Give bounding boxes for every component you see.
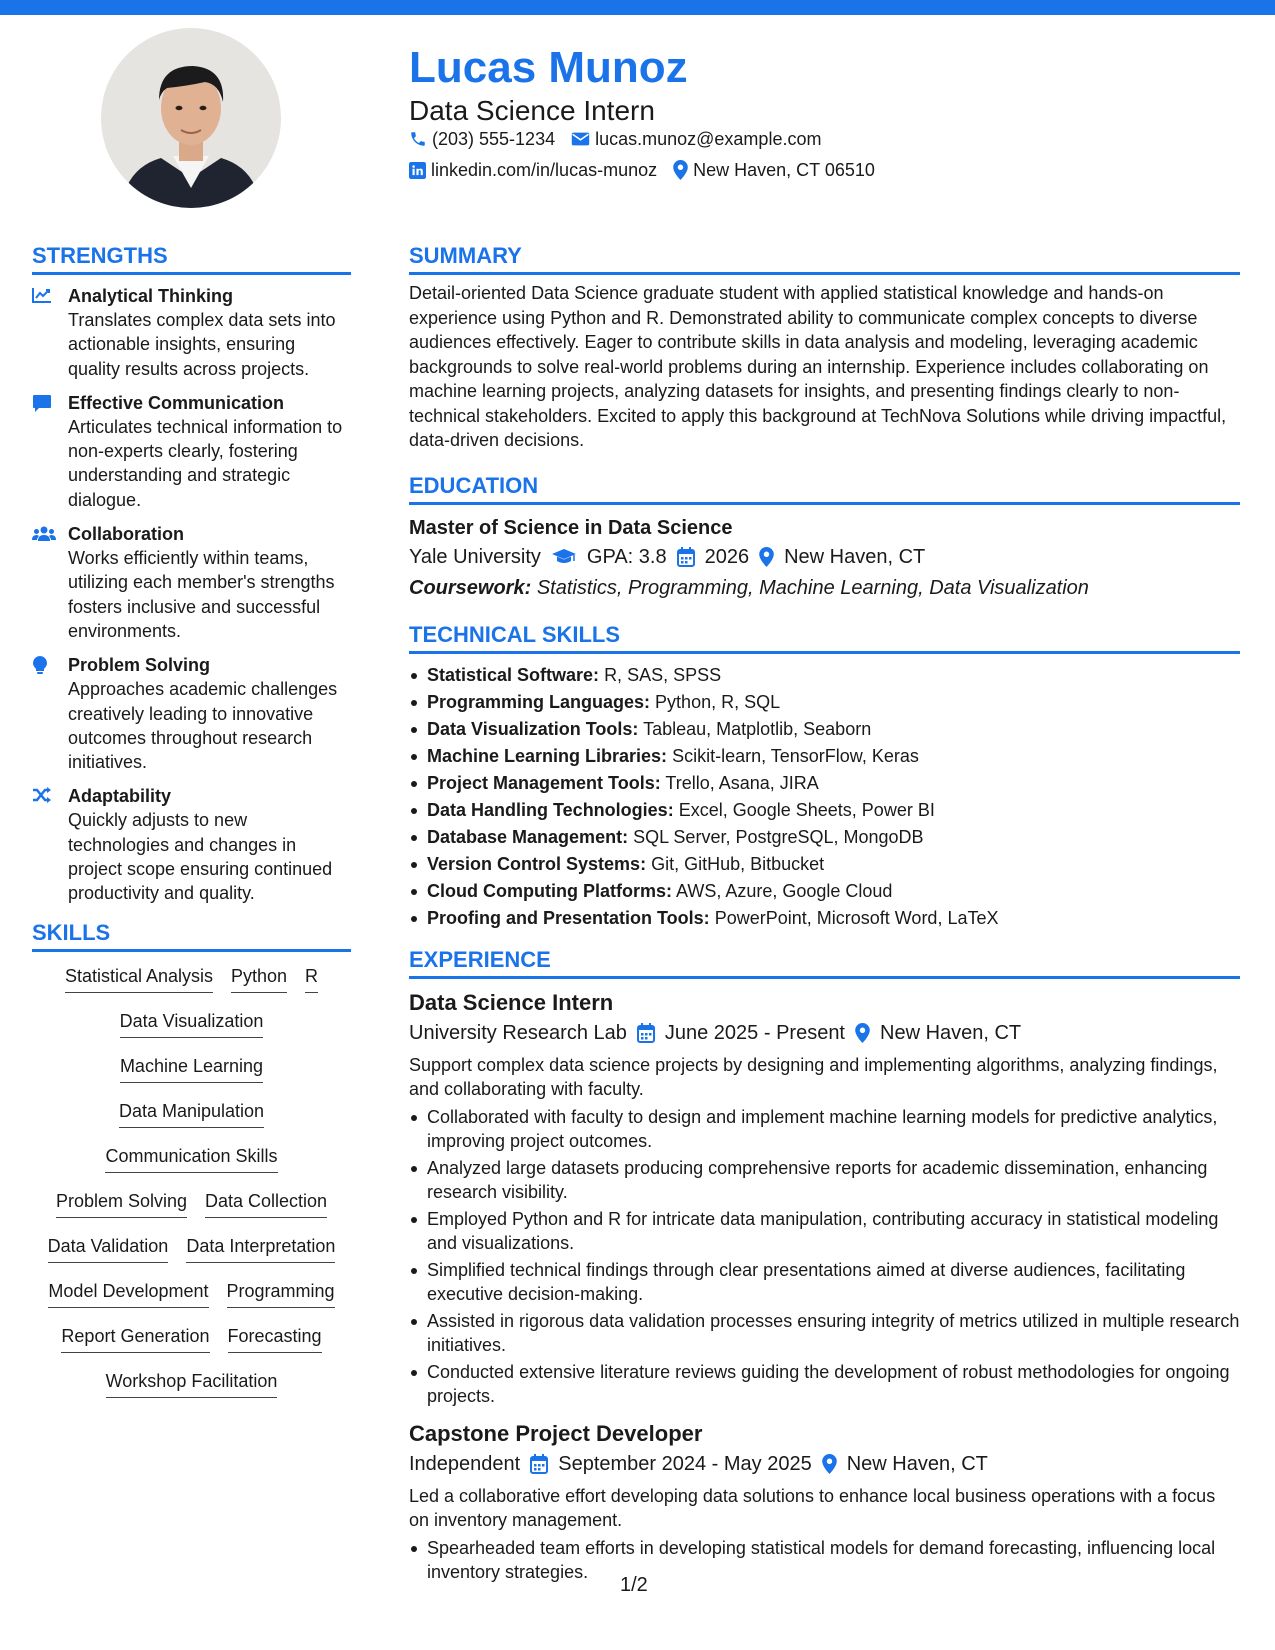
strength-desc: Quickly adjusts to new technologies and changes in project scope ensuring continued productivity and quality.	[68, 810, 333, 904]
right-column	[409, 242, 1240, 1587]
job-dates: June 2025 - Present	[664, 1021, 845, 1044]
school-name: Yale University	[409, 545, 541, 568]
skill-row	[32, 1054, 351, 1099]
skill-row	[32, 1189, 351, 1234]
skill-row	[32, 1144, 351, 1189]
strength-desc: Articulates technical information to non-experts clearly, fostering understanding and strategic dialogue.	[68, 416, 343, 510]
summary-text: Detail-oriented Data Science graduate student with applied statistical knowledge and hands-on experience using Python and R. Demonstrated ability to communicate complex concepts to diverse audiences effectively. Eager to contribute skills in data analysis and modeling, leveraging academic backgrounds to solve real-world problems during an internship. Experience includes collaborating on machine learning projects, analyzing datasets for insights, and presenting findings clearly to non-technical stakeholders. Excited to apply this background at TechNova Solutions while driving impactful, data-driven decisions.	[409, 283, 1227, 450]
map-pin-icon	[673, 160, 688, 180]
skill-row	[32, 1279, 351, 1324]
tech-skill-value: R, SAS, SPSS	[604, 664, 722, 685]
contact-row-1	[409, 127, 821, 151]
coursework-list: Statistics, Programming, Machine Learning, Data Visualization	[536, 576, 1089, 599]
skill-tag: Data Interpretation	[186, 1234, 335, 1263]
strength-title: Problem Solving	[68, 655, 211, 676]
envelope-icon	[571, 131, 590, 147]
strength-title: Effective Communication	[68, 392, 285, 413]
tech-skill-value: Python, R, SQL	[655, 691, 781, 712]
skill-tag: Machine Learning	[120, 1054, 263, 1083]
skill-tag: Report Generation	[61, 1324, 209, 1353]
job-bullet: Simplified technical findings through clear presentations aimed at diverse audiences, facilitating executive decision-making.	[409, 1258, 1240, 1306]
skill-tag: Workshop Facilitation	[106, 1369, 278, 1398]
tech-skill-label: Project Management Tools:	[427, 772, 661, 793]
profile-photo	[101, 28, 281, 208]
strength-title: Analytical Thinking	[68, 286, 234, 306]
technical-skills-list	[409, 662, 1240, 932]
skill-row	[32, 964, 351, 1009]
users-icon	[32, 522, 54, 643]
skill-tag: Statistical Analysis	[65, 964, 213, 993]
tech-skill-label: Version Control Systems:	[427, 853, 647, 874]
left-column	[32, 242, 351, 1414]
tech-skill-item	[409, 770, 1240, 797]
job-location: New Haven, CT	[846, 1452, 988, 1475]
gpa-text: GPA: 3.8	[586, 545, 667, 568]
strength-title: Adaptability	[68, 786, 172, 807]
job-bullet: Collaborated with faculty to design and implement machine learning models for predictive analytics, improving project outcomes.	[409, 1105, 1240, 1153]
skill-row	[32, 1009, 351, 1054]
tech-skill-item	[409, 824, 1240, 851]
job-org: Independent	[409, 1452, 521, 1475]
chat-bubble-icon	[32, 391, 54, 512]
phone-icon	[409, 130, 427, 148]
education-location: New Haven, CT	[784, 545, 926, 568]
strength-desc: Works efficiently within teams, utilizing each member's strengths fosters inclusive and successful environments.	[68, 548, 335, 641]
job-bullets	[409, 1105, 1240, 1408]
skill-tag: Data Collection	[205, 1189, 327, 1218]
tech-skill-item	[409, 689, 1240, 716]
experience-section	[409, 946, 1240, 1584]
tech-skill-value: Trello, Asana, JIRA	[665, 772, 819, 793]
skill-tag: Programming	[227, 1279, 335, 1308]
degree-title: Master of Science in Data Science	[409, 516, 733, 539]
strength-item	[32, 391, 351, 512]
tech-skill-item	[409, 851, 1240, 878]
skill-row	[32, 1369, 351, 1414]
technical-skills-heading: TECHNICAL SKILLS	[409, 621, 1240, 654]
tech-skill-label: Proofing and Presentation Tools:	[427, 907, 710, 928]
strength-item	[32, 784, 351, 905]
shuffle-icon	[32, 784, 54, 905]
job-bullet: Employed Python and R for intricate data manipulation, contributing accuracy in statistical modeling and visualizations.	[409, 1207, 1240, 1255]
location-text: New Haven, CT 06510	[693, 160, 875, 180]
strengths-list	[32, 284, 351, 906]
tech-skill-item	[409, 743, 1240, 770]
job-description: Led a collaborative effort developing data solutions to enhance local business operations with a focus on inventory management.	[409, 1485, 1216, 1530]
linkedin-contact[interactable]	[409, 158, 657, 182]
job-bullets	[409, 1536, 1240, 1584]
lightbulb-icon	[32, 653, 54, 774]
job-bullet: Assisted in rigorous data validation processes ensuring integrity of metrics utilized in multiple research initiatives.	[409, 1309, 1240, 1357]
tech-skill-value: PowerPoint, Microsoft Word, LaTeX	[714, 907, 999, 928]
skill-tag: Data Visualization	[120, 1009, 264, 1038]
map-pin-icon	[759, 547, 774, 567]
top-accent-bar	[0, 0, 1275, 15]
job-title: Data Science Intern	[409, 989, 614, 1015]
strength-item	[32, 284, 351, 381]
skills-heading: SKILLS	[32, 919, 351, 952]
calendar-icon	[637, 1023, 655, 1043]
phone-contact[interactable]	[409, 127, 555, 151]
email-text: lucas.munoz@example.com	[595, 129, 822, 149]
job-bullet: Analyzed large datasets producing comprehensive reports for academic dissemination, enhancing research visibility.	[409, 1156, 1240, 1204]
tech-skill-item	[409, 905, 1240, 932]
tech-skill-label: Data Visualization Tools:	[427, 718, 639, 739]
tech-skill-label: Data Handling Technologies:	[427, 799, 674, 820]
email-contact[interactable]	[571, 127, 821, 151]
map-pin-icon	[855, 1023, 870, 1043]
tech-skill-value: Scikit-learn, TensorFlow, Keras	[672, 745, 919, 766]
coursework-label: Coursework:	[409, 576, 532, 599]
job-dates: September 2024 - May 2025	[558, 1452, 812, 1475]
strengths-heading: STRENGTHS	[32, 242, 351, 275]
experience-heading: EXPERIENCE	[409, 946, 1240, 979]
skill-tag: Communication Skills	[105, 1144, 277, 1173]
strength-title: Collaboration	[68, 524, 184, 545]
education-section	[409, 472, 1240, 602]
tech-skill-item	[409, 662, 1240, 689]
phone-text: (203) 555-1234	[432, 129, 556, 149]
tech-skill-label: Cloud Computing Platforms:	[427, 880, 672, 901]
tech-skill-label: Statistical Software:	[427, 664, 600, 685]
technical-skills-section	[409, 621, 1240, 932]
strength-item	[32, 522, 351, 643]
coursework-line	[409, 574, 1240, 602]
job-org: University Research Lab	[409, 1021, 627, 1044]
chart-line-icon	[32, 284, 54, 381]
skills-section	[32, 919, 351, 1414]
job-meta	[409, 1450, 1240, 1478]
graduation-year: 2026	[704, 545, 750, 568]
skill-tag: Data Manipulation	[119, 1099, 264, 1128]
education-meta	[409, 543, 1240, 571]
skill-row	[32, 1234, 351, 1279]
skill-tag: R	[305, 964, 318, 993]
education-heading: EDUCATION	[409, 472, 1240, 505]
tech-skill-item	[409, 878, 1240, 905]
skill-tag: Data Validation	[48, 1234, 169, 1263]
tech-skill-value: AWS, Azure, Google Cloud	[676, 880, 893, 901]
skill-tag: Problem Solving	[56, 1189, 187, 1218]
job-title: Capstone Project Developer	[409, 1420, 703, 1446]
skill-row	[32, 1324, 351, 1369]
strength-item	[32, 653, 351, 774]
location-contact	[673, 158, 875, 182]
job-description: Support complex data science projects by designing and implementing algorithms, analyzing findings, and collaborating with faculty.	[409, 1054, 1218, 1099]
calendar-icon	[530, 1454, 548, 1474]
contact-row-2	[409, 158, 875, 182]
page-number: 1/2	[620, 1574, 648, 1596]
strength-desc: Translates complex data sets into actionable insights, ensuring quality results across projects.	[68, 310, 336, 379]
calendar-icon	[677, 547, 695, 567]
job-bullet: Spearheaded team efforts in developing statistical models for demand forecasting, influencing local inventory strategies.	[409, 1536, 1240, 1584]
strength-desc: Approaches academic challenges creatively leading to innovative outcomes throughout research initiatives.	[68, 679, 338, 773]
candidate-name: Lucas Munoz	[409, 43, 688, 92]
tech-skill-value: Git, GitHub, Bitbucket	[651, 853, 825, 874]
tech-skill-label: Machine Learning Libraries:	[427, 745, 668, 766]
graduation-cap-icon	[551, 548, 577, 566]
tech-skill-value: Excel, Google Sheets, Power BI	[678, 799, 935, 820]
linkedin-icon	[409, 162, 426, 179]
skill-tags	[32, 964, 351, 1414]
tech-skill-item	[409, 716, 1240, 743]
map-pin-icon	[822, 1454, 837, 1474]
tech-skill-value: SQL Server, PostgreSQL, MongoDB	[633, 826, 924, 847]
skill-row	[32, 1099, 351, 1144]
tech-skill-item	[409, 797, 1240, 824]
job-bullet: Conducted extensive literature reviews guiding the development of robust methodologies for ongoing projects.	[409, 1360, 1240, 1408]
tech-skill-label: Database Management:	[427, 826, 629, 847]
candidate-title: Data Science Intern	[409, 95, 655, 126]
tech-skill-label: Programming Languages:	[427, 691, 651, 712]
tech-skill-value: Tableau, Matplotlib, Seaborn	[643, 718, 872, 739]
job-meta	[409, 1019, 1240, 1047]
summary-heading: SUMMARY	[409, 242, 1240, 275]
skill-tag: Forecasting	[228, 1324, 322, 1353]
job-location: New Haven, CT	[880, 1021, 1022, 1044]
skill-tag: Model Development	[48, 1279, 208, 1308]
linkedin-text: linkedin.com/in/lucas-munoz	[431, 160, 658, 180]
skill-tag: Python	[231, 964, 287, 993]
